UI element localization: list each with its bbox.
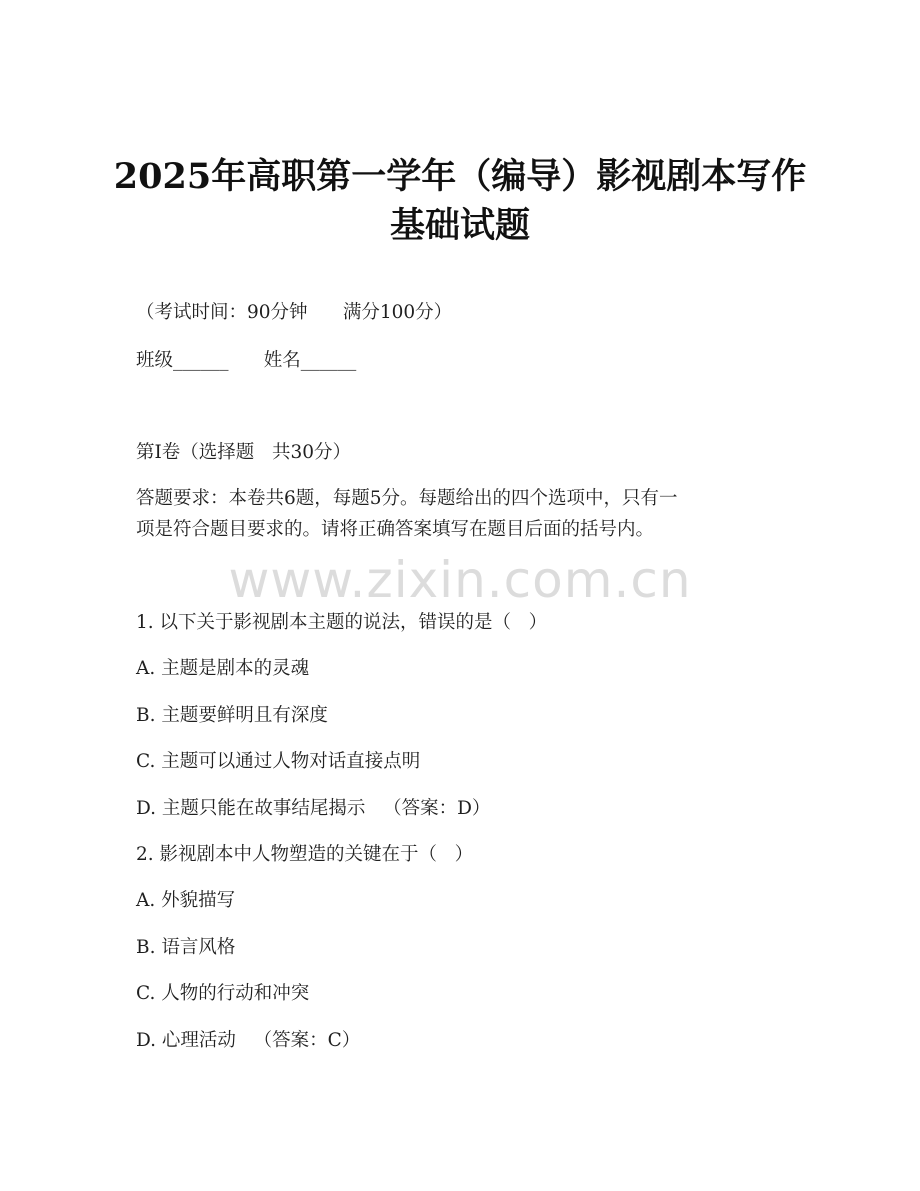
question-option: A. 外貌描写 <box>136 890 236 911</box>
section-header: 第I卷（选择题 共30分） <box>136 442 351 463</box>
question-option: D. 心理活动 （答案：C） <box>136 1030 361 1051</box>
question-stem: 2. 影视剧本中人物塑造的关键在于（ ） <box>136 844 474 865</box>
document-title-line-1: 2025年高职第一学年（编导）影视剧本写作 <box>113 156 807 197</box>
question-option: B. 语言风格 <box>136 937 236 958</box>
question-stem: 1. 以下关于影视剧本主题的说法，错误的是（ ） <box>136 612 548 633</box>
document-title-line-2: 基础试题 <box>389 205 530 246</box>
instructions-line-1: 答题要求：本卷共6题，每题5分。每题给出的四个选项中，只有一 <box>136 488 678 509</box>
watermark: www.zixin.com.cn <box>228 551 692 609</box>
instructions-line-2: 项是符合题目要求的。请将正确答案填写在题目后面的括号内。 <box>136 519 655 540</box>
student-fields: 班级______ 姓名______ <box>136 350 357 371</box>
question-option: C. 人物的行动和冲突 <box>136 983 310 1004</box>
question-option: C. 主题可以通过人物对话直接点明 <box>136 751 421 772</box>
question-option: D. 主题只能在故事结尾揭示 （答案：D） <box>136 798 491 819</box>
question-option: B. 主题要鲜明且有深度 <box>136 705 328 726</box>
exam-info: （考试时间：90分钟 满分100分） <box>136 302 453 323</box>
question-option: A. 主题是剧本的灵魂 <box>136 658 310 679</box>
